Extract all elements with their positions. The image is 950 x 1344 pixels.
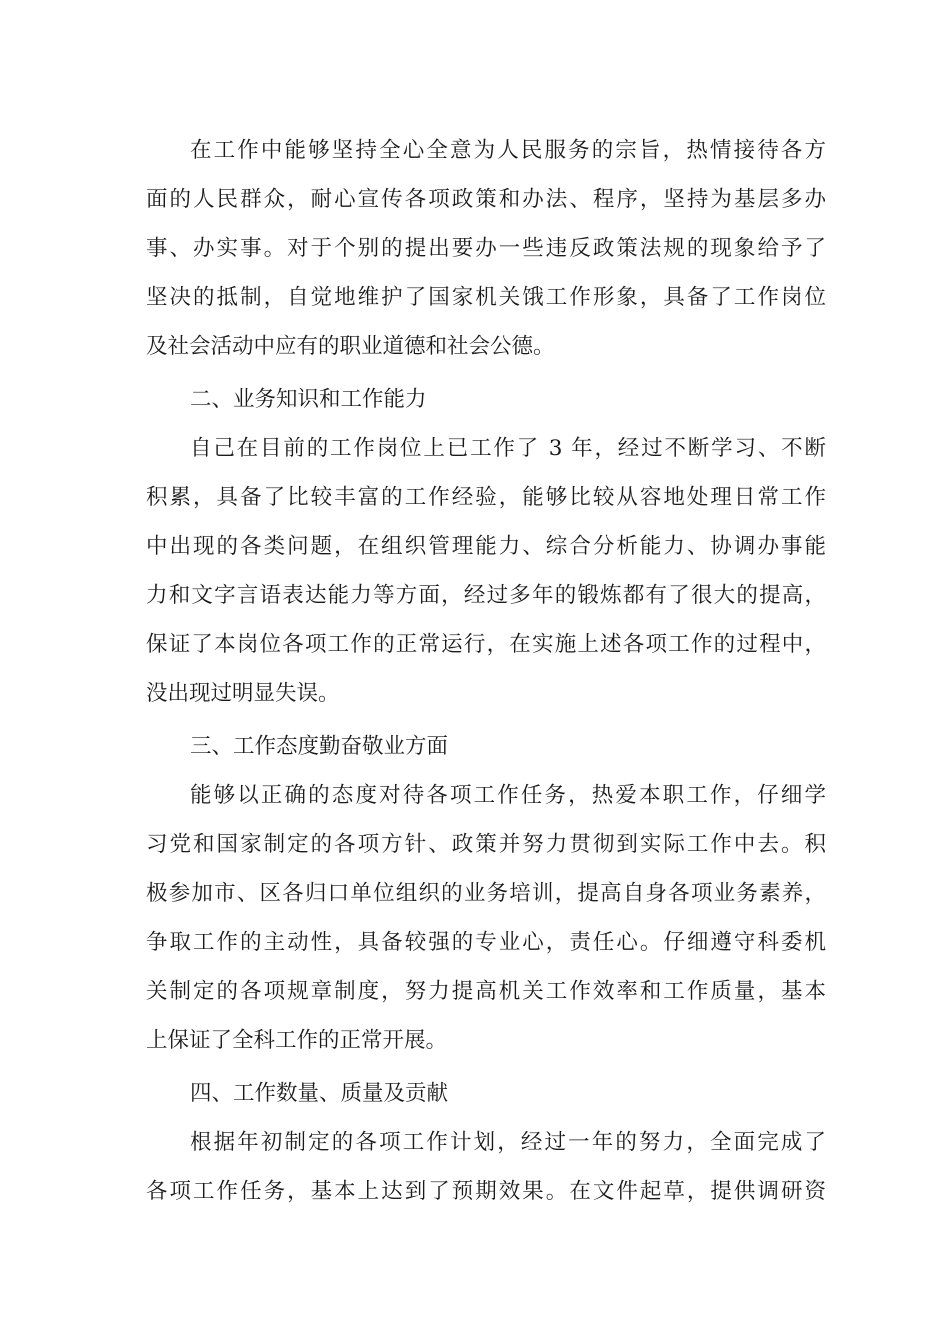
section-heading: 二、业务知识和工作能力 <box>190 387 427 412</box>
paragraph-line: 面的人民群众，耐心宣传各项政策和办法、程序，坚持为基层多办 <box>146 187 826 212</box>
section-heading: 三、工作态度勤奋敬业方面 <box>190 734 449 759</box>
section-heading: 四、工作数量、质量及贡献 <box>190 1081 449 1106</box>
paragraph-line: 习党和国家制定的各项方针、政策并努力贯彻到实际工作中去。积 <box>146 832 826 857</box>
paragraph-line: 自己在目前的工作岗位上已工作了 3 年，经过不断学习、不断 <box>190 436 826 461</box>
paragraph-line: 上保证了全科工作的正常开展。 <box>146 1028 448 1053</box>
paragraph-line: 各项工作任务，基本上达到了预期效果。在文件起草，提供调研资 <box>146 1179 826 1204</box>
paragraph-line: 事、办实事。对于个别的提出要办一些违反政策法规的现象给予了 <box>146 236 826 261</box>
paragraph-line: 极参加市、区各归口单位组织的业务培训，提高自身各项业务素养， <box>146 881 826 906</box>
paragraph-line: 保证了本岗位各项工作的正常运行，在实施上述各项工作的过程中， <box>146 632 826 657</box>
paragraph-line: 根据年初制定的各项工作计划，经过一年的努力，全面完成了 <box>190 1130 826 1155</box>
paragraph-line: 关制定的各项规章制度，努力提高机关工作效率和工作质量，基本 <box>146 979 826 1004</box>
paragraph-line: 能够以正确的态度对待各项工作任务，热爱本职工作，仔细学 <box>190 783 826 808</box>
paragraph-line: 坚决的抵制，自觉地维护了国家机关饿工作形象，具备了工作岗位 <box>146 285 826 310</box>
paragraph-line: 积累，具备了比较丰富的工作经验，能够比较从容地处理日常工作 <box>146 485 826 510</box>
paragraph-line: 没出现过明显失误。 <box>146 681 340 706</box>
paragraph-line: 争取工作的主动性，具备较强的专业心，责任心。仔细遵守科委机 <box>146 930 826 955</box>
paragraph-line: 在工作中能够坚持全心全意为人民服务的宗旨，热情接待各方 <box>190 138 826 163</box>
paragraph-line: 及社会活动中应有的职业道德和社会公德。 <box>146 334 555 359</box>
paragraph-line: 力和文字言语表达能力等方面，经过多年的锻炼都有了很大的提高， <box>146 583 826 608</box>
paragraph-line: 中出现的各类问题，在组织管理能力、综合分析能力、协调办事能 <box>146 534 826 559</box>
